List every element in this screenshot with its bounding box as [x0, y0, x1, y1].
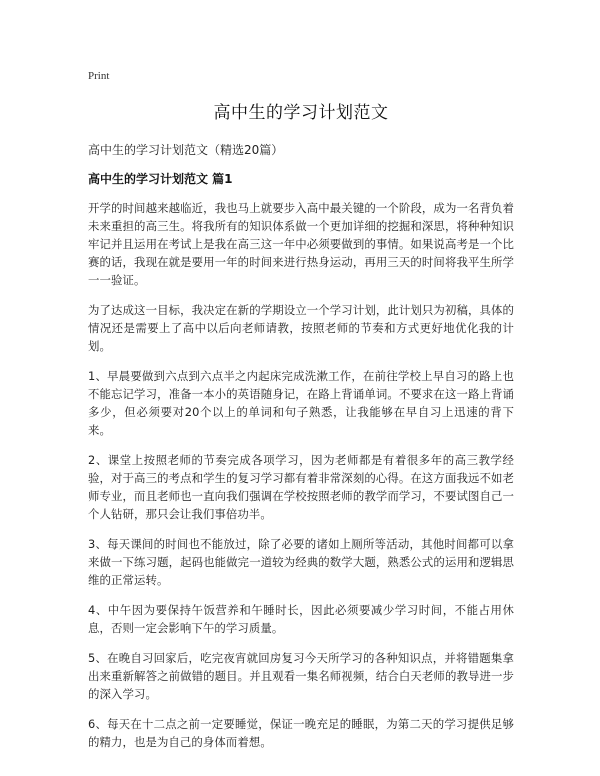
- paragraph-item-2: 2、课堂上按照老师的节奏完成各项学习，因为老师都是有着很多年的高三教学经验，对于高三的考点和学生的复习学习都有着非常深刻的心得。在这方面我远不如老师专业，而且老师也一直向我们强调在学校按照老师的教学而学习，不要试图自己一个人钻研，那只会让我们事倍功半。: [88, 453, 514, 521]
- document-subtitle: 高中生的学习计划范文（精选20篇）: [88, 143, 284, 157]
- paragraph-item-3: 3、每天课间的时间也不能放过，除了必要的诸如上厕所等活动，其他时间都可以拿来做一下练习题，起码也能做完一道较为经典的数学大题，熟悉公式的运用和逻辑思维的正常运转。: [88, 537, 514, 587]
- print-link[interactable]: Print: [88, 70, 110, 82]
- document-title: 高中生的学习计划范文: [213, 103, 389, 123]
- section-heading: 高中生的学习计划范文 篇1: [88, 172, 233, 186]
- paragraph-goal: 为了达成这一目标，我决定在新的学期设立一个学习计划，此计划只为初稿，具体的情况还是需要上了高中以后向老师请教，按照老师的节奏和方式更好地优化我的计划。: [88, 303, 514, 353]
- paragraph-item-4: 4、中午因为要保持午饭营养和午睡时长，因此必须要减少学习时间，不能占用休息，否则一定会影响下午的学习质量。: [88, 603, 514, 635]
- paragraph-item-1: 1、早晨要做到六点到六点半之内起床完成洗漱工作，在前往学校上早自习的路上也不能忘记学习，准备一本小的英语随身记，在路上背诵单词。不要求在这一路上背诵多少，但必须要对20个以上的单词和句子熟悉，让我能够在早自习上迅速的背下来。: [88, 369, 514, 437]
- paragraph-item-5: 5、在晚自习回家后，吃完夜宵就回房复习今天所学习的各种知识点，并将错题集拿出来重新解答之前做错的题目。并且观看一集名师视频，结合白天老师的教导进一步的深入学习。: [88, 651, 514, 701]
- paragraph-item-6: 6、每天在十二点之前一定要睡觉，保证一晚充足的睡眠，为第二天的学习提供足够的精力，也是为自己的身体而着想。: [88, 717, 514, 749]
- paragraph-intro: 开学的时间越来越临近，我也马上就要步入高中最关键的一个阶段，成为一名背负着未来重担的高三生。将我所有的知识体系做一个更加详细的挖掘和深思，将种种知识牢记并且运用在考试上是我在高三这一年中必须要做到的事情。如果说高考是一个比赛的话，我现在就是要用一年的时间来进行热身运动，再用三天的时间将我平生所学一一验证。: [88, 201, 514, 287]
